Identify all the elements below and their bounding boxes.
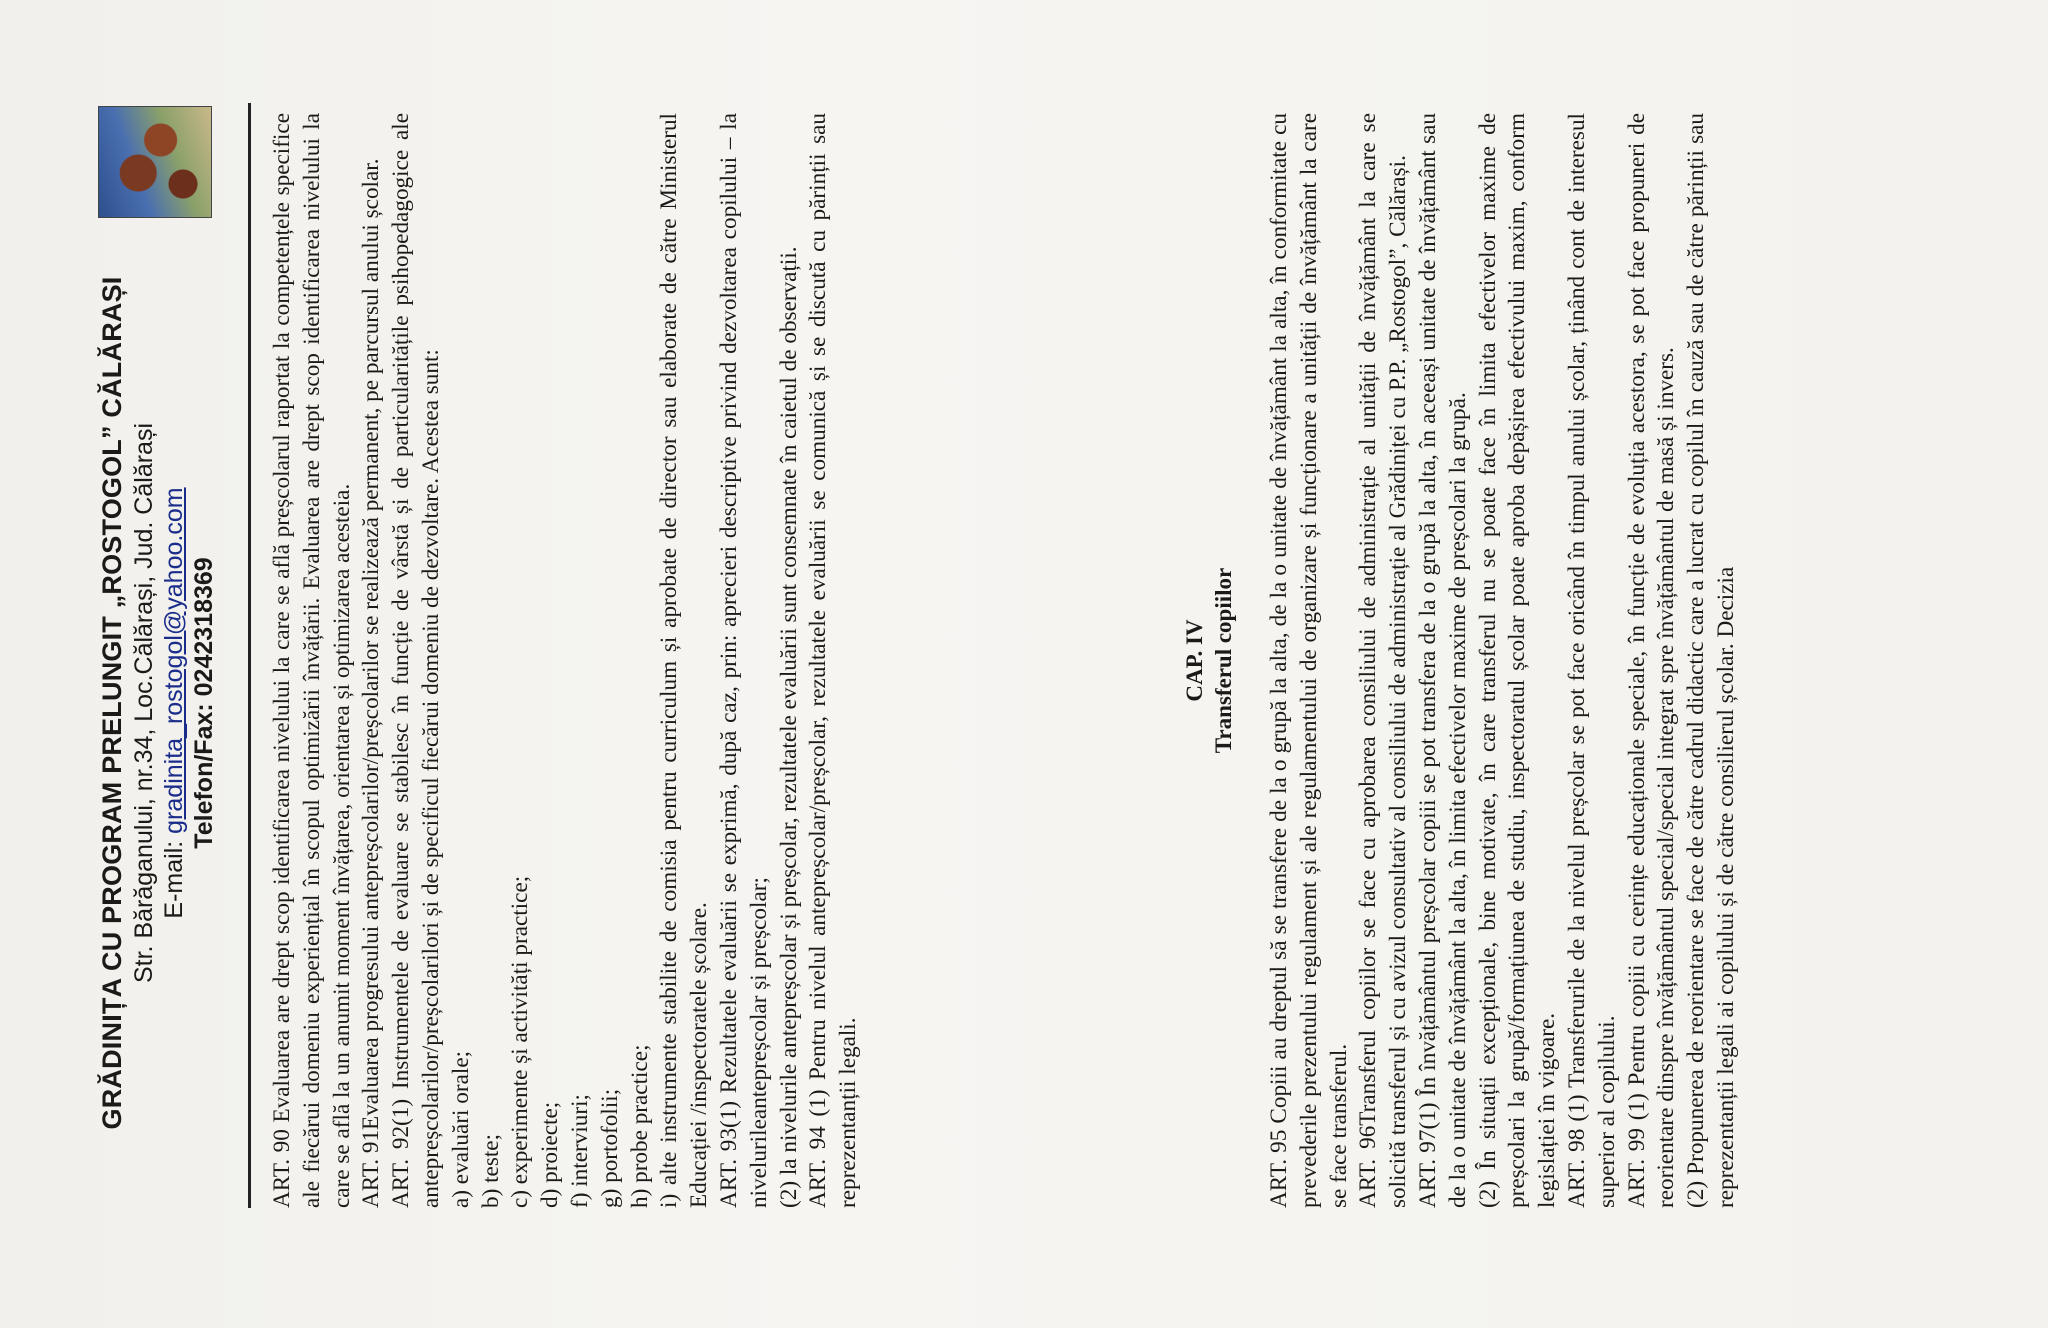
transfer-articles [1265,113,1742,1208]
chapter-title: Transferul copiilor [1211,567,1236,754]
art-91: ART. 91Evaluarea progresului antepreșcolarilor/preșcolarilor se realizează permanent, pe parcursul anului școlar. [358,158,385,1208]
list-item-i: i) alte instrumente stabilite de comisia pentru curriculum și aprobate de director sau elaborate de către Ministerul Educației /inspectoratele școlare. [656,113,713,1208]
institution-address: Str. Bărăganului, nr.34, Loc.Călărași, Jud. Călărași [130,422,158,984]
header-divider [248,103,251,1208]
art-93: ART. 93(1) Rezultatele evaluării se exprimă, după caz, prin: aprecieri descriptive privind dezvoltarea copilului – la nivelurileantepreșcolar și preșcolar; [715,113,772,1208]
institution-phone: Telefon/Fax: 0242318369 [190,557,218,849]
art-93-paragraph-2: (2) la nivelurile antepreșcolar și preșcolar, rezultatele evaluării sunt consemnate în caietul de observații. [775,246,802,1208]
list-item-a: a) evaluări orale; [447,1050,474,1208]
email-label: E-mail: [160,833,188,919]
art-97: ART. 97(1) În învățământul preșcolar copiii se pot transfera de la o grupă la alta, în aceeași unitate de învățământ sau de la o unitate de învățământ la alta, în limita efectivelor maxime de preșcolari la grupă. [1414,113,1471,1208]
list-item-g: g) portofolii; [596,1088,623,1208]
kindergarten-logo-image [98,106,212,218]
letterhead [95,188,240,1218]
art-92: ART. 92(1) Instrumentele de evaluare se stabilesc în funcție de vârstă și de particularitățile psihopedagogice ale antepreșcolarilor/preșcolarilori și de specificul fiecărui domeniu de dezvoltare. Acestea sunt: [388,113,444,1208]
art-99-paragraph-2: (2) Propunerea de reorientare se face de către cadrul didactic care a lucrat cu copilul în cauză sau de către părinții sau reprezentanții legali ai copilului și de către consilierul școlar. Decizia [1683,113,1739,1208]
art-94: ART. 94 (1) Pentru nivelul antepreșcolar/preșcolar, rezultatele evaluării se comunică și se discută cu părinții sau reprezentanții legali. [805,113,862,1208]
chapter-heading [1180,113,1238,1208]
chapter-number: CAP. IV [1182,619,1207,702]
art-90: ART. 90 Evaluarea are drept scop identificarea nivelului la care se află preșcolarul raportat la competențele specifice ale fiecărui domeniu experiențial în scopul optimizării învățării. Evaluarea are drept scop identificarea nivelului la care se află la un anumit moment învățarea, orientarea și optimizarea acesteia. [269,113,355,1208]
list-item-h: h) probe practice; [626,1044,653,1208]
art-97-paragraph-2: (2) În situații excepționale, bine motivate, în care transferul nu se poate face în limita efectivelor maxime de preșcolari la grupă/formațiunea de studiu, inspectoratul școlar poate aproba depășirea efectivului maxim, conform legislației în vigoare. [1474,113,1561,1208]
list-item-c: c) experimente și activități practice; [507,875,534,1208]
institution-name: GRĂDINIȚA CU PROGRAM PRELUNGIT „ROSTOGOL” CĂLĂRAȘI [97,276,127,1130]
list-item-f: f) interviuri; [566,1094,593,1208]
art-96: ART. 96Transferul copiilor se face cu aprobarea consiliului de administrație al unității de învățământ la care se solicită transferul și cu avizul consultativ al consiliului de administrație al Grădiniței cu P.P. „Rostogol”, Călărași. [1355,113,1412,1208]
email-link[interactable]: gradinita_rostogol@yahoo.com [160,487,188,834]
art-99: ART. 99 (1) Pentru copiii cu cerințe educaționale speciale, în funcție de evoluția acestora, se pot face propuneri de reorientare dinspre învățământul special/special integrat spre învățământul de masă și invers. [1623,113,1680,1208]
list-item-d: d) proiecte; [537,1101,564,1208]
art-98: ART. 98 (1) Transferurile de la nivelul preșcolar se pot face oricând în timpul anului școlar, ținând cont de interesul superior al copilului. [1563,113,1620,1208]
art-95: ART. 95 Copiii au dreptul să se transfere de la o grupă la alta, de la o unitate de învățământ la alta, în conformitate cu prevederile prezentului regulament și ale regulamentului de organizare și funcționare a unității de învățământ la care se face transferul. [1266,113,1352,1208]
institution-email-line [159,188,189,1218]
evaluation-articles [268,113,864,1208]
list-item-b: b) teste; [477,1133,504,1208]
